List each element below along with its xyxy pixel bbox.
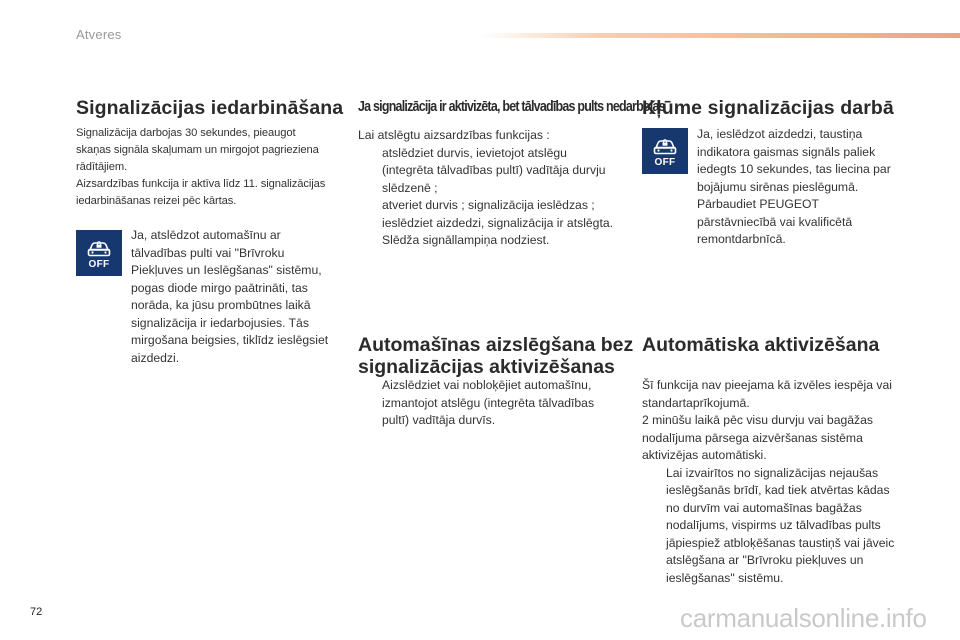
text-line: tālvadības pulti vai "Brīvroku: [131, 245, 285, 260]
text-line: Aizslēdziet vai nobloķējiet automašīnu,: [382, 378, 592, 392]
alarm-fault-details: [697, 126, 917, 249]
text-line: no durvīm vai automašīnas bagāžas: [666, 500, 862, 515]
text-line: Slēdža signāllampiņa nodziest.: [382, 233, 550, 247]
text-line: bojājumu sirēnas pieslēgumā.: [697, 179, 859, 194]
text-line: Piekļuves un Ieslēgšanas" sistēmu,: [131, 263, 322, 277]
page-number: 72: [30, 606, 43, 618]
text-line: 2 minūšu laikā pēc visu durvju vai bagāžas: [642, 413, 874, 427]
list-item: [642, 465, 917, 588]
lock-without-alarm-body: [358, 377, 628, 430]
text-line: aizdedzi.: [131, 350, 180, 365]
heading-line: Automašīnas aizslēgšana bez: [358, 334, 634, 356]
watermark: carmanualsonline.info: [680, 603, 927, 633]
alarm-triggering-details: [131, 227, 346, 367]
text-line: norāda, ka jūsu prombūtnes laikā: [131, 298, 311, 312]
text-line: pogas diode mirgo paātrināti, tas: [131, 280, 308, 295]
text-line: ieslēgšanās brīdī, kad tiek atvērtas kādas: [666, 483, 890, 497]
text-line: iedegts 10 sekundes, tas liecina par: [697, 162, 891, 176]
heading-alarm-fault: Kļūme signalizācijas darbā: [642, 97, 894, 119]
text-line: Lai atslēgtu aizsardzības funkcijas :: [358, 128, 550, 142]
text-line: jāpiespiež atbloķēšanas taustiņš vai jāveic: [666, 535, 895, 550]
text-line: Signalizācija darbojas 30 sekundes, pieaugot: [76, 127, 296, 139]
text-line: skaņas signāla skaļumam un mirgojot pagrieziena: [76, 144, 319, 156]
text-line: indikatora gaismas signāls paliek: [697, 144, 876, 159]
text-line: nodalījuma pārsega aizvēršanas sistēma: [642, 430, 863, 445]
list-item: [358, 145, 628, 198]
alarm-triggering-intro: [76, 125, 341, 210]
text-line: ieslēgšanas" sistēmu.: [666, 570, 784, 585]
list-item: [358, 215, 628, 250]
text-line: iedarbināšanas reizei pēc kārtas.: [76, 195, 237, 207]
text-line: Ja, atslēdzot automašīnu ar: [131, 228, 281, 242]
text-line: rādītājiem.: [76, 161, 128, 173]
text-line: izmantojot atslēgu (integrēta tālvadības: [382, 395, 595, 410]
text-line: aktivizējas automātiski.: [642, 448, 767, 462]
list-item: [358, 377, 628, 430]
heading-alarm-triggering: Signalizācijas iedarbināšana: [76, 97, 344, 119]
list-item: [358, 197, 628, 215]
off-label: OFF: [654, 157, 676, 168]
section-title: Atveres: [76, 27, 122, 42]
heading-lock-without-alarm: [358, 334, 633, 378]
text-line: atslēgšana ar "Brīvroku piekļuves un: [666, 553, 864, 567]
text-line: Ja, ieslēdzot aizdedzi, taustiņa: [697, 127, 863, 141]
text-line: ieslēdziet aizdedzi, signalizācija ir atslēgta.: [382, 215, 614, 230]
text-line: mirgošana beigsies, tiklīdz ieslēgsiet: [131, 333, 329, 347]
automatic-activation-body: [642, 377, 917, 587]
text-line: (integrēta tālvadības pultī) vadītāja durvju: [382, 163, 606, 177]
remote-not-working-body: [358, 127, 628, 250]
text-line: Aizsardzības funkcija ir aktīva līdz 11. signalizācijas: [76, 178, 326, 190]
text-line: Šī funkcija nav pieejama kā izvēles iespēja vai: [642, 378, 892, 392]
alarm-off-icon: [642, 128, 688, 174]
heading-remote-not-working: Ja signalizācija ir aktivizēta, bet tālvadības pults nedarbojas: [358, 99, 665, 115]
text-line: pultī) vadītāja durvīs.: [382, 413, 496, 427]
text-line: Lai izvairītos no signalizācijas nejaušas: [666, 465, 879, 480]
text-line: remontdarbnīcā.: [697, 232, 786, 246]
text-line: atveriet durvis ; signalizācija ieslēdzas ;: [382, 198, 595, 212]
text-line: standartaprīkojumā.: [642, 395, 750, 410]
text-line: atslēdziet durvis, ievietojot atslēgu: [382, 145, 567, 160]
alarm-off-icon: [76, 230, 122, 276]
text-line: Pārbaudiet PEUGEOT: [697, 197, 819, 211]
text-line: nodalījums, vispirms uz tālvadības pults: [666, 518, 881, 532]
off-label: OFF: [88, 259, 110, 270]
text-line: slēdzenē ;: [382, 180, 438, 195]
text-line: signalizācija ir iedarbojusies. Tās: [131, 315, 309, 330]
header-accent-bar: [480, 33, 960, 38]
heading-line: signalizācijas aktivizēšanas: [358, 356, 615, 378]
heading-automatic-activation: Automātiska aktivizēšana: [642, 334, 880, 356]
text-line: pārstāvniecībā vai kvalificētā: [697, 214, 853, 229]
